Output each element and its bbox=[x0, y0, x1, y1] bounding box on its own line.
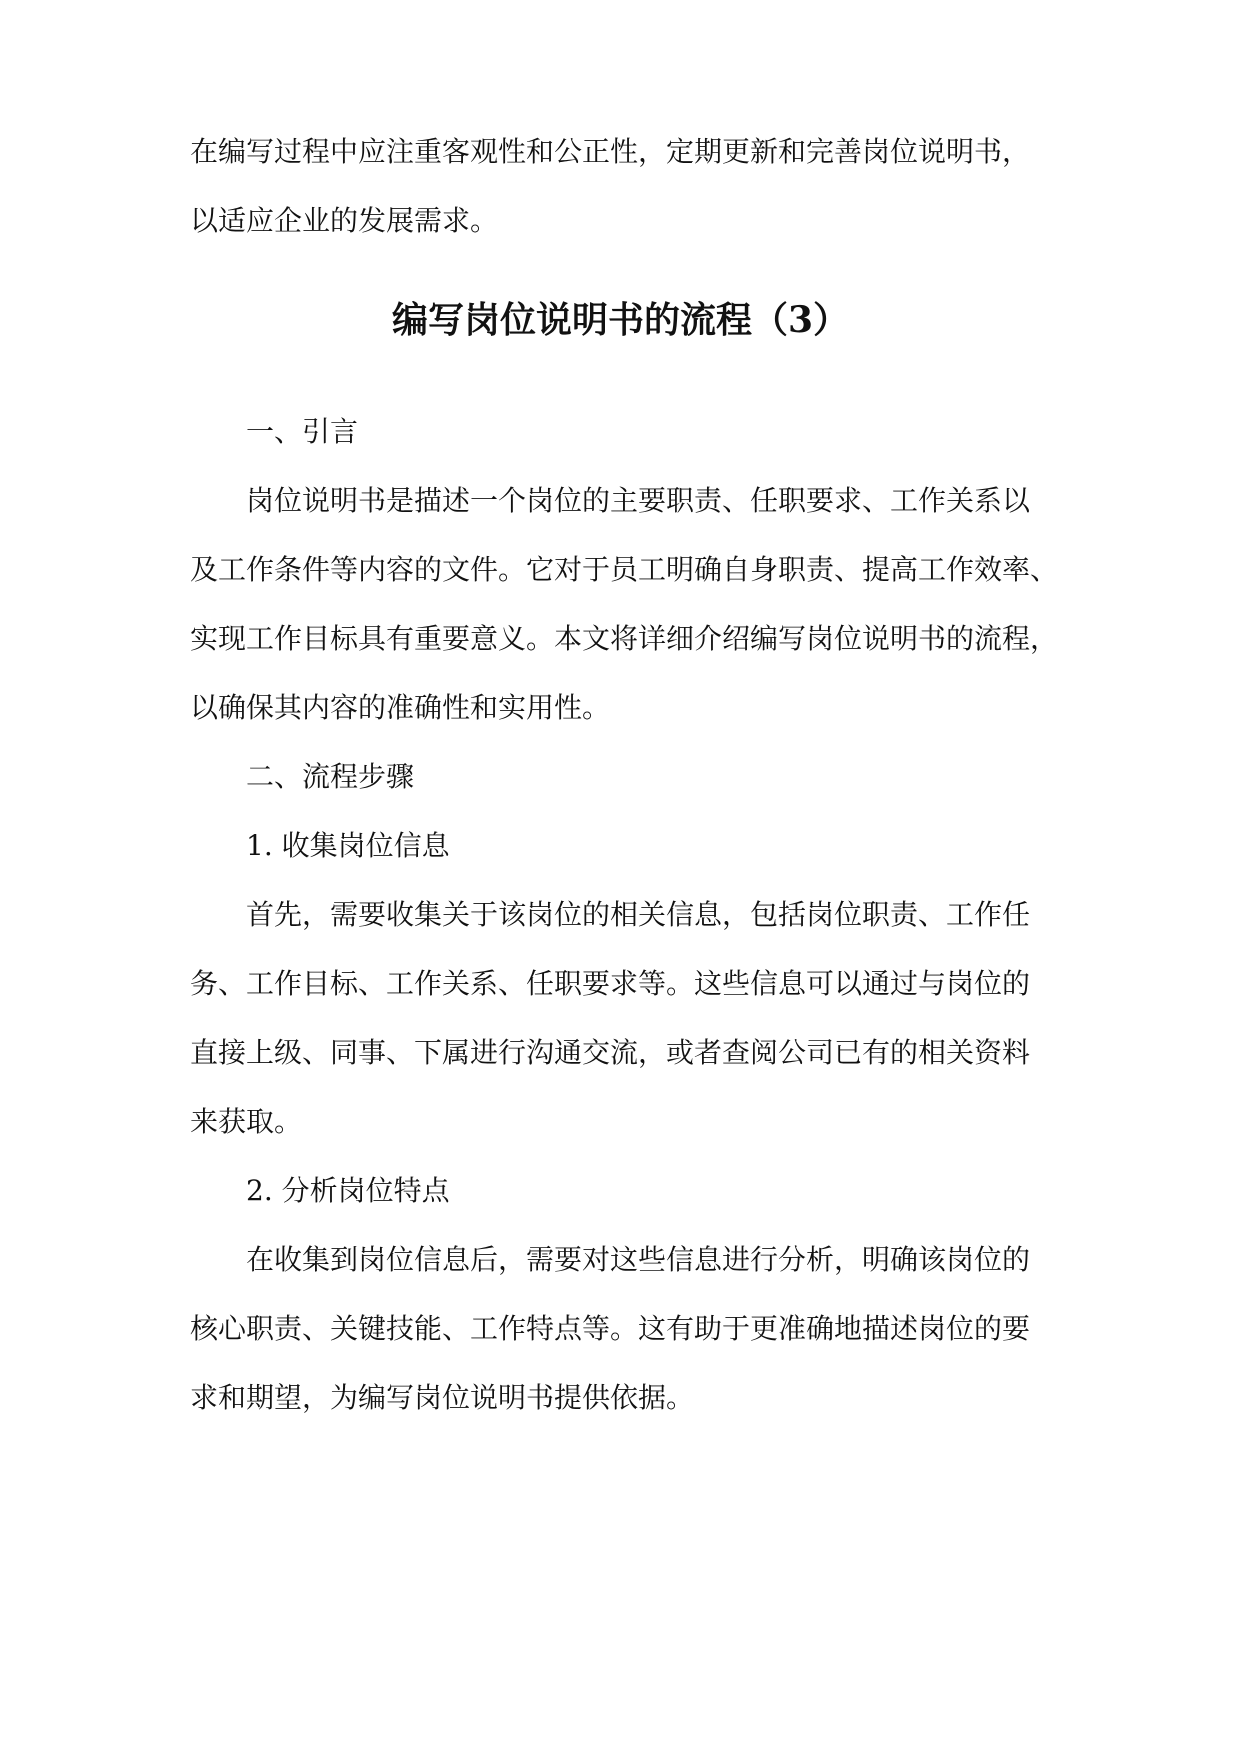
section-heading-steps: 二、流程步骤 bbox=[246, 760, 415, 793]
paragraph-line: 首先，需要收集关于该岗位的相关信息，包括岗位职责、工作任 bbox=[246, 898, 1031, 931]
document-title: 编写岗位说明书的流程（3） bbox=[391, 299, 850, 341]
paragraph-line: 岗位说明书是描述一个岗位的主要职责、任职要求、工作关系以 bbox=[246, 484, 1031, 517]
paragraph-line: 务、工作目标、工作关系、任职要求等。这些信息可以通过与岗位的 bbox=[190, 967, 1031, 1000]
paragraph-line: 来获取。 bbox=[190, 1105, 303, 1138]
step-heading: 2. 分析岗位特点 bbox=[246, 1174, 450, 1207]
paragraph-line: 以适应企业的发展需求。 bbox=[190, 204, 499, 237]
paragraph-line: 求和期望，为编写岗位说明书提供依据。 bbox=[190, 1381, 695, 1414]
paragraph-line: 以确保其内容的准确性和实用性。 bbox=[190, 691, 611, 724]
paragraph-line: 直接上级、同事、下属进行沟通交流，或者查阅公司已有的相关资料 bbox=[190, 1036, 1031, 1069]
paragraph-line: 在编写过程中应注重客观性和公正性，定期更新和完善岗位说明书， bbox=[190, 135, 1031, 168]
paragraph-line: 及工作条件等内容的文件。它对于员工明确自身职责、提高工作效率、 bbox=[190, 553, 1059, 586]
paragraph-line: 在收集到岗位信息后，需要对这些信息进行分析，明确该岗位的 bbox=[246, 1243, 1031, 1276]
paragraph-line: 实现工作目标具有重要意义。本文将详细介绍编写岗位说明书的流程， bbox=[190, 622, 1059, 655]
paragraph-line: 核心职责、关键技能、工作特点等。这有助于更准确地描述岗位的要 bbox=[190, 1312, 1031, 1345]
section-heading-intro: 一、引言 bbox=[246, 415, 359, 448]
step-heading: 1. 收集岗位信息 bbox=[246, 829, 450, 862]
